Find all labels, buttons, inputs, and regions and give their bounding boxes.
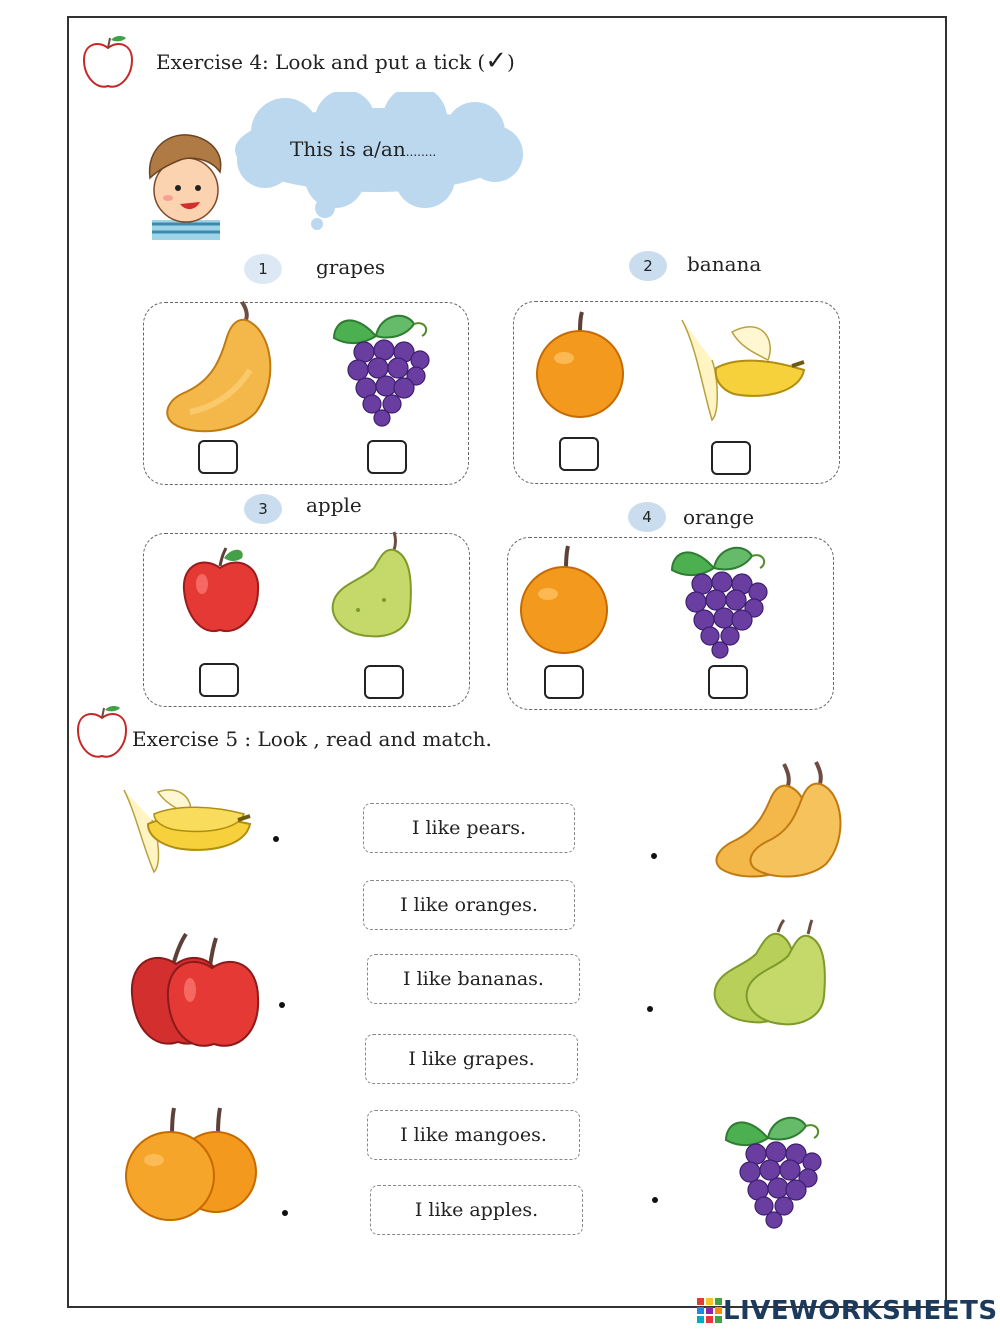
speech-blank: ........ bbox=[405, 145, 437, 159]
tick-box-2-orange[interactable] bbox=[559, 437, 599, 471]
apple-icon bbox=[180, 546, 262, 636]
match-dot-left-bananas[interactable] bbox=[273, 836, 279, 842]
item-3-word: apple bbox=[306, 493, 362, 517]
speech-phrase: This is a/an bbox=[290, 137, 406, 161]
orange-icon bbox=[518, 542, 610, 656]
sentence-box-pears[interactable]: I like pears. bbox=[363, 803, 575, 853]
match-dot-right-pears[interactable] bbox=[647, 1006, 653, 1012]
apple-bullet-icon bbox=[80, 32, 136, 92]
tick-box-3-apple[interactable] bbox=[199, 663, 239, 697]
tick-box-4-grapes[interactable] bbox=[708, 665, 748, 699]
exercise4-title-text: Exercise 4: Look and put a tick ( bbox=[156, 50, 486, 74]
tick-box-1-mango[interactable] bbox=[198, 440, 238, 474]
bananas-icon bbox=[118, 784, 254, 878]
liveworksheets-logo-text: LIVEWORKSHEETS bbox=[723, 1296, 998, 1326]
item-3-number-badge: 3 bbox=[244, 494, 282, 524]
tick-box-3-pear[interactable] bbox=[364, 665, 404, 699]
exercise5-title: Exercise 5 : Look , read and match. bbox=[132, 727, 492, 751]
match-dot-right-grapes[interactable] bbox=[652, 1197, 658, 1203]
grapes-icon bbox=[722, 1108, 826, 1232]
item-1-word: grapes bbox=[316, 255, 386, 279]
tick-box-1-grapes[interactable] bbox=[367, 440, 407, 474]
tick-box-4-orange[interactable] bbox=[544, 665, 584, 699]
orange-icon bbox=[534, 308, 626, 420]
speech-cloud-icon bbox=[225, 92, 535, 232]
speech-text bbox=[290, 137, 436, 161]
grapes-icon bbox=[668, 538, 772, 662]
sentence-box-grapes[interactable]: I like grapes. bbox=[365, 1034, 578, 1084]
item-1-number-badge: 1 bbox=[244, 254, 282, 284]
pears-icon bbox=[708, 918, 828, 1030]
match-dot-left-oranges[interactable] bbox=[282, 1210, 288, 1216]
liveworksheets-logo-icon bbox=[697, 1296, 723, 1326]
sentence-box-oranges[interactable]: I like oranges. bbox=[363, 880, 575, 930]
liveworksheets-logo bbox=[697, 1296, 998, 1326]
apple-bullet-icon bbox=[74, 700, 130, 762]
pear-icon bbox=[328, 530, 418, 640]
banana-icon bbox=[672, 316, 808, 428]
match-dot-left-apples[interactable] bbox=[279, 1002, 285, 1008]
tick-box-2-banana[interactable] bbox=[711, 441, 751, 475]
exercise4-title-close: ) bbox=[507, 50, 515, 74]
boy-character-icon bbox=[140, 128, 230, 240]
sentence-box-apples[interactable]: I like apples. bbox=[370, 1185, 583, 1235]
grapes-icon bbox=[330, 306, 434, 428]
match-dot-right-mangoes[interactable] bbox=[651, 853, 657, 859]
checkmark-icon: ✓ bbox=[485, 46, 508, 76]
item-4-number-badge: 4 bbox=[628, 502, 666, 532]
oranges-icon bbox=[122, 1104, 260, 1222]
exercise4-title bbox=[156, 46, 515, 76]
mango-icon bbox=[160, 300, 282, 436]
item-2-word: banana bbox=[687, 252, 762, 276]
item-2-number-badge: 2 bbox=[629, 251, 667, 281]
sentence-box-mangoes[interactable]: I like mangoes. bbox=[367, 1110, 580, 1160]
item-4-word: orange bbox=[683, 505, 755, 529]
sentence-box-bananas[interactable]: I like bananas. bbox=[367, 954, 580, 1004]
mangoes-icon bbox=[712, 760, 848, 880]
apples-icon bbox=[128, 932, 262, 1052]
